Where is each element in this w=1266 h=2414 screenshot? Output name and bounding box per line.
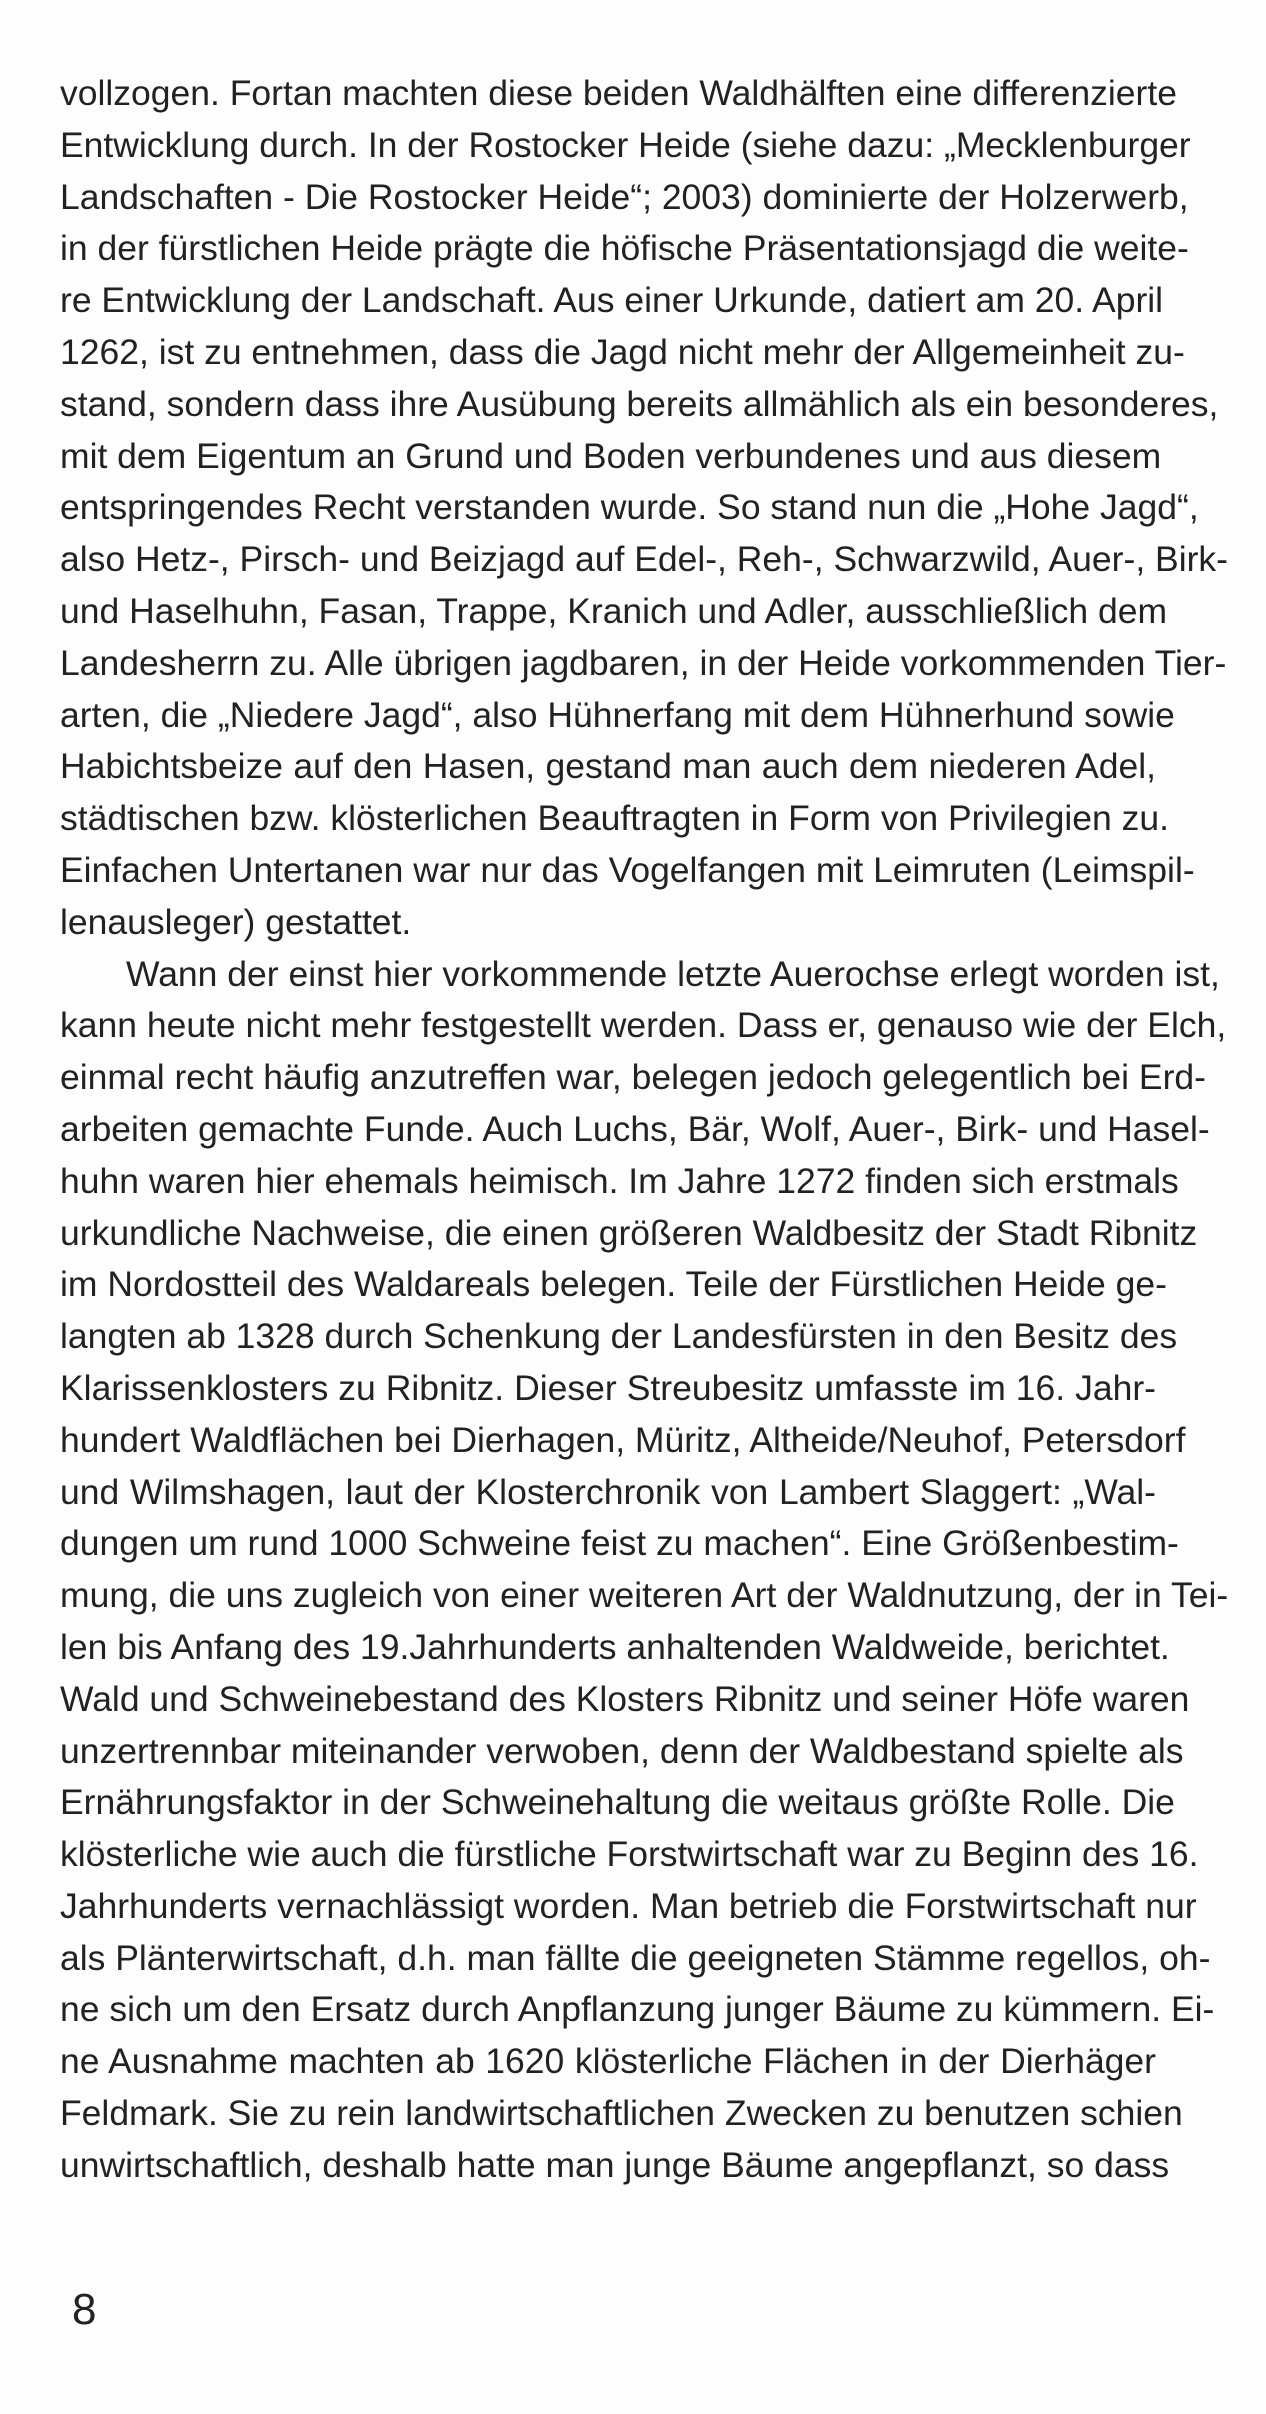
- text-line: hundert Waldflächen bei Dierhagen, Müritz, Altheide/Neuhof, Petersdorf: [60, 1419, 1186, 1460]
- body-text: [60, 68, 1229, 2192]
- text-line: arbeiten gemachte Funde. Auch Luchs, Bär, Wolf, Auer-, Birk- und Hasel-: [60, 1108, 1210, 1149]
- text-line: Wann der einst hier vorkommende letzte Auerochse erlegt worden ist,: [126, 953, 1220, 994]
- text-line: kann heute nicht mehr festgestellt werden. Dass er, genauso wie der Elch,: [60, 1005, 1227, 1046]
- text-line: Jahrhunderts vernachlässigt worden. Man betrieb die Forstwirtschaft nur: [60, 1885, 1197, 1926]
- text-line: vollzogen. Fortan machten diese beiden Waldhälften eine differenzierte: [60, 73, 1177, 113]
- text-line: einmal recht häufig anzutreffen war, belegen jedoch gelegentlich bei Erd-: [60, 1057, 1206, 1098]
- text-line: Habichtsbeize auf den Hasen, gestand man auch dem niederen Adel,: [60, 746, 1156, 787]
- text-line: Landesherrn zu. Alle übrigen jagdbaren, in der Heide vorkommenden Tier-: [60, 642, 1227, 683]
- text-line: Landschaften - Die Rostocker Heide“; 2003) dominierte der Holzerwerb,: [60, 176, 1189, 217]
- text-line: len bis Anfang des 19.Jahrhunderts anhaltenden Waldweide, berichtet.: [60, 1626, 1170, 1667]
- text-line: langten ab 1328 durch Schenkung der Landesfürsten in den Besitz des: [60, 1316, 1178, 1357]
- text-line: städtischen bzw. klösterlichen Beauftragten in Form von Privilegien zu.: [60, 798, 1169, 839]
- paragraph: [60, 68, 1228, 949]
- text-line: also Hetz-, Pirsch- und Beizjagd auf Edel-, Reh-, Schwarzwild, Auer-, Birk-: [60, 539, 1228, 580]
- text-line: ne sich um den Ersatz durch Anpflanzung junger Bäume zu kümmern. Ei-: [60, 1989, 1215, 2030]
- text-line: ne Ausnahme machten ab 1620 klösterliche Flächen in der Dierhäger: [60, 2041, 1156, 2082]
- text-line: urkundliche Nachweise, die einen größeren Waldbesitz der Stadt Ribnitz: [60, 1212, 1198, 1253]
- text-line: stand, sondern dass ihre Ausübung bereits allmählich als ein besonderes,: [60, 383, 1219, 424]
- text-line: unwirtschaftlich, deshalb hatte man junge Bäume angepflanzt, so dass: [60, 2144, 1170, 2185]
- text-line: Einfachen Untertanen war nur das Vogelfangen mit Leimruten (Leimspil-: [60, 849, 1195, 890]
- text-line: arten, die „Niedere Jagd“, also Hühnerfang mit dem Hühnerhund sowie: [60, 694, 1175, 735]
- text-line: Entwicklung durch. In der Rostocker Heide (siehe dazu: „Mecklenburger: [60, 124, 1191, 165]
- text-line: lenausleger) gestattet.: [60, 901, 412, 942]
- text-line: huhn waren hier ehemals heimisch. Im Jahre 1272 finden sich erstmals: [60, 1160, 1179, 1201]
- text-line: im Nordostteil des Waldareals belegen. Teile der Fürstlichen Heide ge-: [60, 1264, 1167, 1305]
- text-line: 1262, ist zu entnehmen, dass die Jagd nicht mehr der Allgemeinheit zu-: [60, 331, 1185, 372]
- paragraph: [60, 949, 1229, 2192]
- text-line: und Wilmshagen, laut der Klosterchronik von Lambert Slaggert: „Wal-: [60, 1471, 1156, 1512]
- text-line: Klarissenklosters zu Ribnitz. Dieser Streubesitz umfasste im 16. Jahr-: [60, 1367, 1156, 1408]
- text-line: mit dem Eigentum an Grund und Boden verbundenes und aus diesem: [60, 435, 1162, 476]
- text-line: als Plänterwirtschaft, d.h. man fällte die geeigneten Stämme regellos, oh-: [60, 1937, 1211, 1978]
- text-line: Wald und Schweinebestand des Klosters Ribnitz und seiner Höfe waren: [60, 1678, 1190, 1719]
- text-line: mung, die uns zugleich von einer weiteren Art der Waldnutzung, der in Tei-: [60, 1575, 1229, 1616]
- text-line: re Entwicklung der Landschaft. Aus einer Urkunde, datiert am 20. April: [60, 280, 1164, 321]
- text-line: in der fürstlichen Heide prägte die höfische Präsentationsjagd die weite-: [60, 228, 1189, 269]
- text-line: klösterliche wie auch die fürstliche Forstwirtschaft war zu Beginn des 16.: [60, 1834, 1199, 1875]
- text-line: und Haselhuhn, Fasan, Trappe, Kranich und Adler, ausschließlich dem: [60, 590, 1168, 631]
- text-line: entspringendes Recht verstanden wurde. So stand nun die „Hohe Jagd“,: [60, 487, 1199, 528]
- text-line: dungen um rund 1000 Schweine feist zu machen“. Eine Größenbestim-: [60, 1523, 1179, 1564]
- text-line: Ernährungsfaktor in der Schweinehaltung die weitaus größte Rolle. Die: [60, 1782, 1175, 1823]
- text-line: Feldmark. Sie zu rein landwirtschaftlichen Zwecken zu benutzen schien: [60, 2093, 1183, 2134]
- text-line: unzertrennbar miteinander verwoben, denn der Waldbestand spielte als: [60, 1730, 1184, 1771]
- page-number: 8: [72, 2285, 97, 2334]
